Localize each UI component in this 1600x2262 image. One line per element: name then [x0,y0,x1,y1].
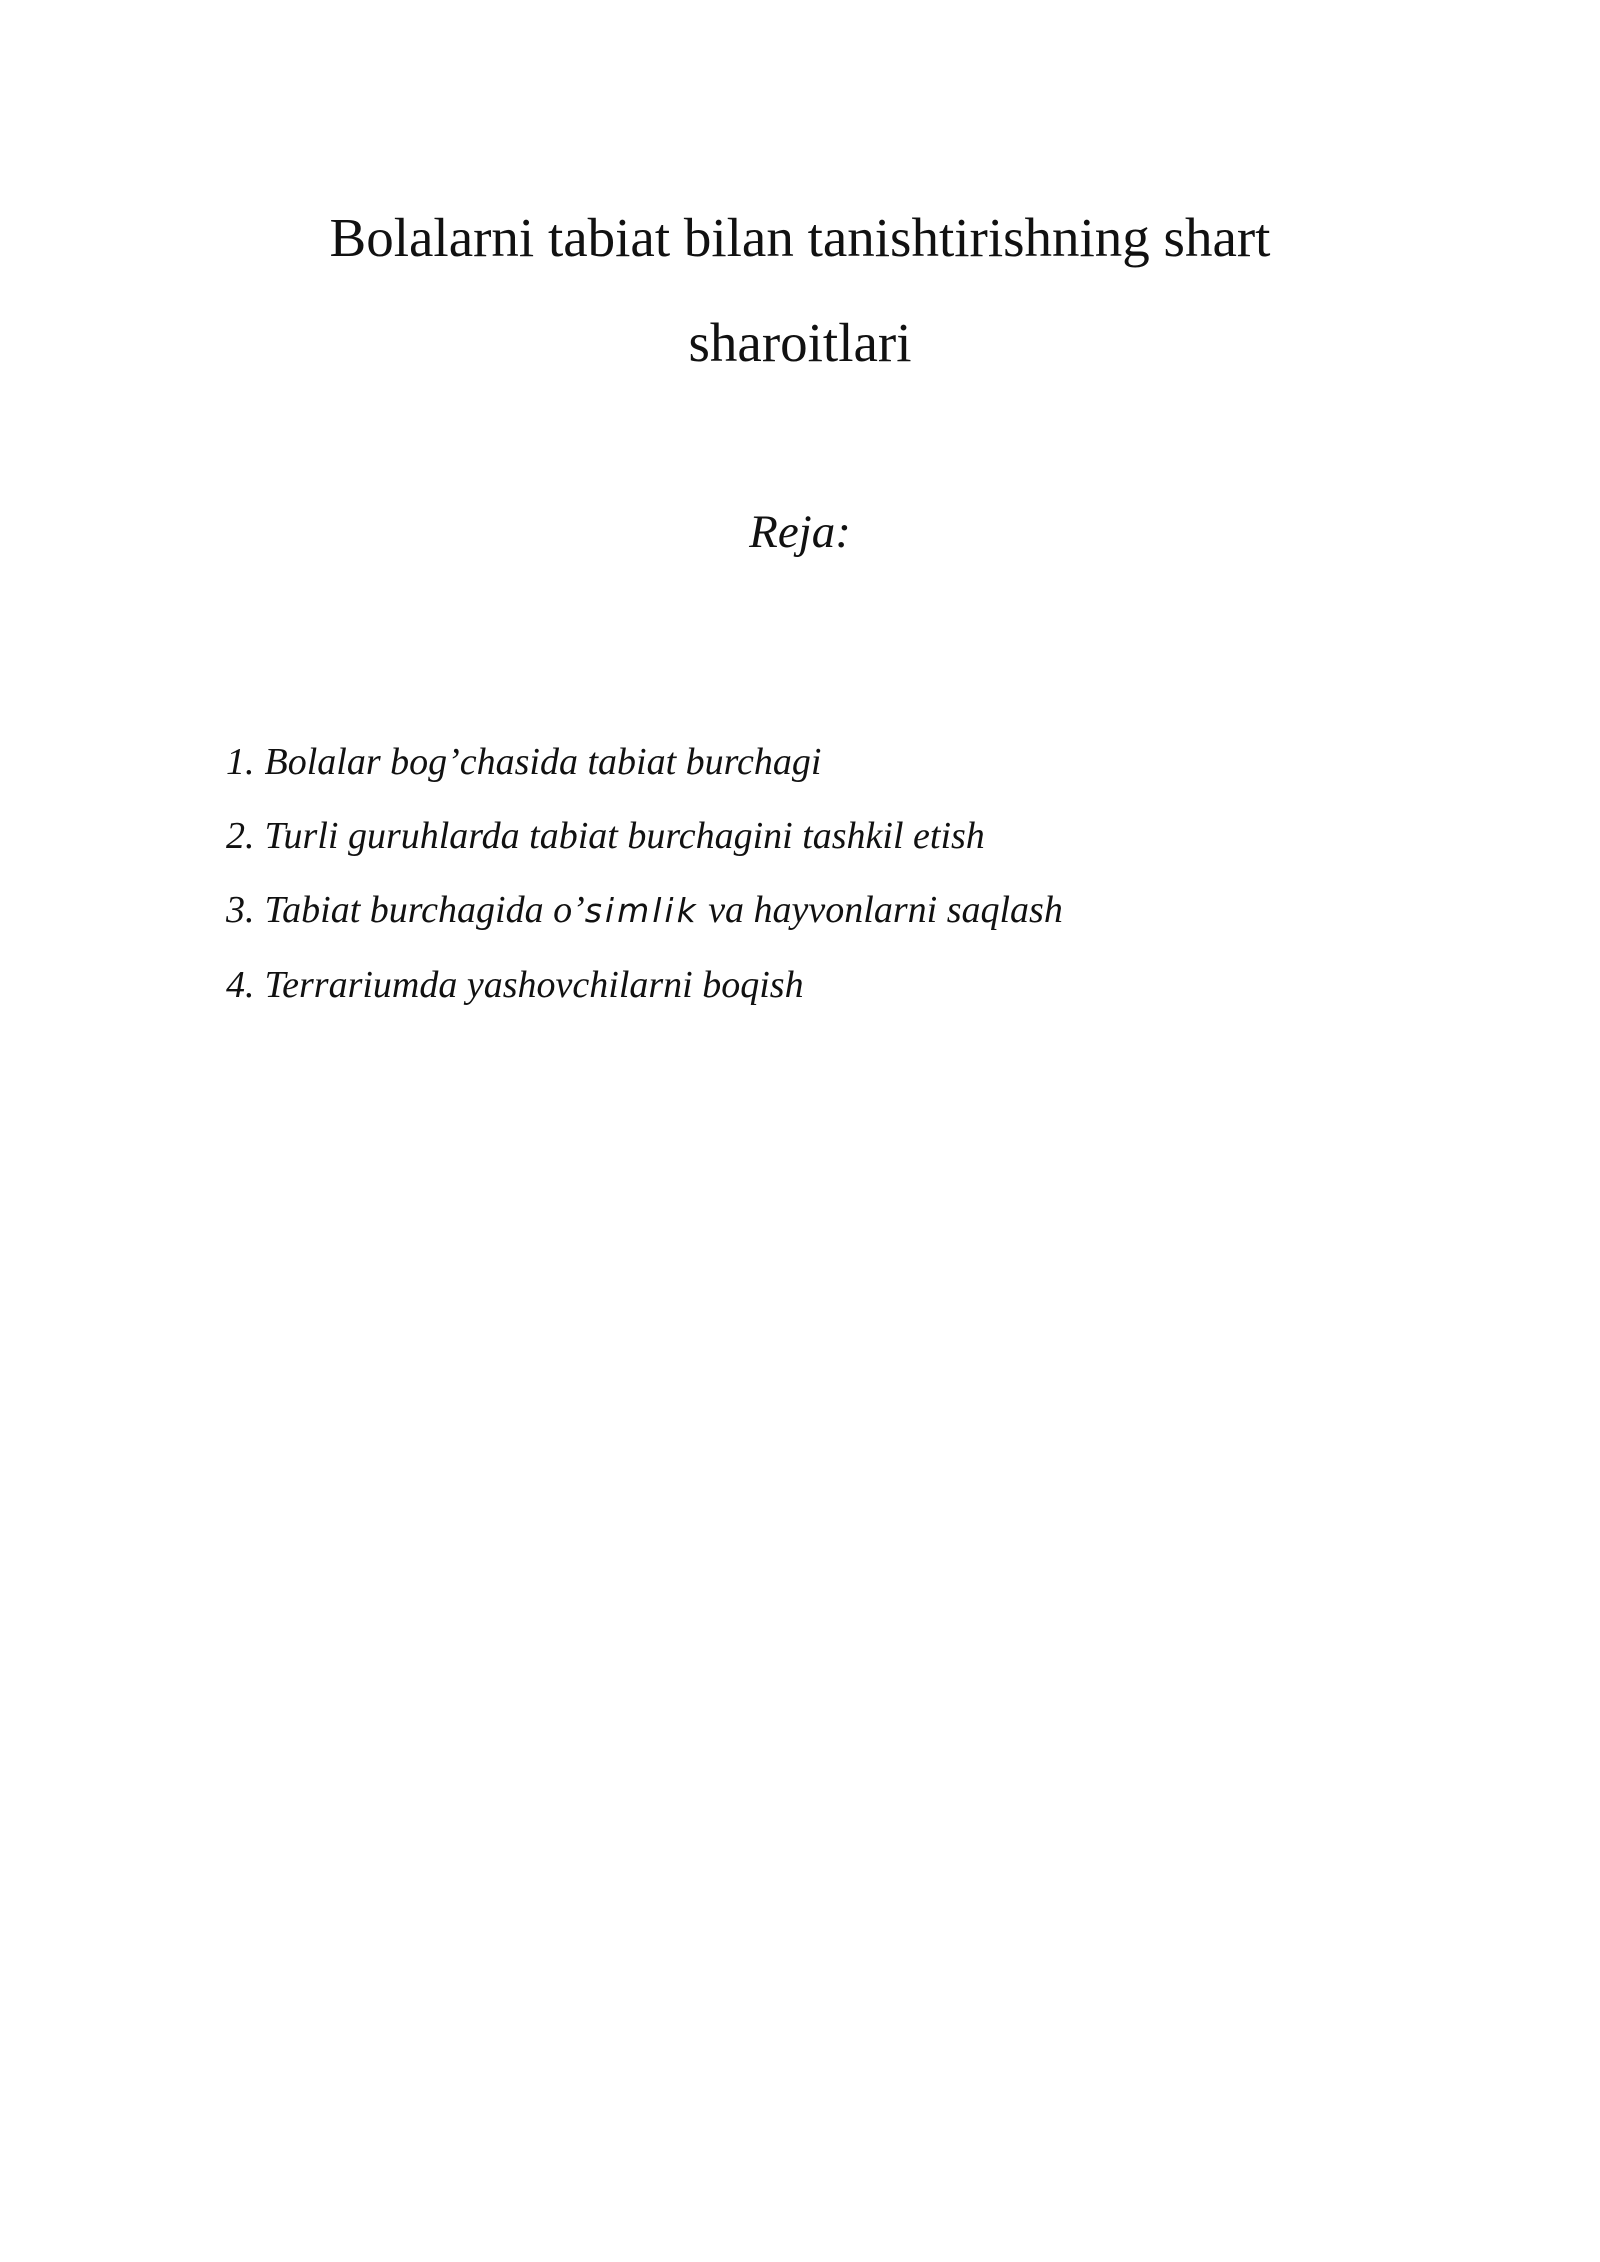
plan-item-number: 1. [226,741,255,783]
plan-item-number: 2. [226,815,255,857]
plan-item-4 [226,948,1063,1022]
plan-item-text-before: Tabiat burchagida o’ [264,889,585,931]
plan-item-3 [226,873,1063,948]
plan-item-text: Bolalar bog’chasida tabiat burchagi [264,741,822,783]
title-line-2: sharoitlari [688,311,912,373]
plan-item-number: 3. [226,889,255,931]
title-line-1: Bolalarni tabiat bilan tanishtirishning shart [329,206,1271,268]
plan-list [226,725,1063,1022]
plan-item-text: Terrariumda yashovchilarni boqish [264,964,804,1006]
plan-heading: Reja: [749,506,851,558]
plan-item-text-spaced: simlik [584,891,699,930]
plan-item-text-after: va hayvonlarni saqlash [698,889,1063,931]
plan-item-number: 4. [226,964,255,1006]
plan-item-text: Turli guruhlarda tabiat burchagini tashkil etish [264,815,985,857]
page-title [0,185,1600,395]
plan-item-2 [226,799,1063,873]
plan-item-1 [226,725,1063,799]
